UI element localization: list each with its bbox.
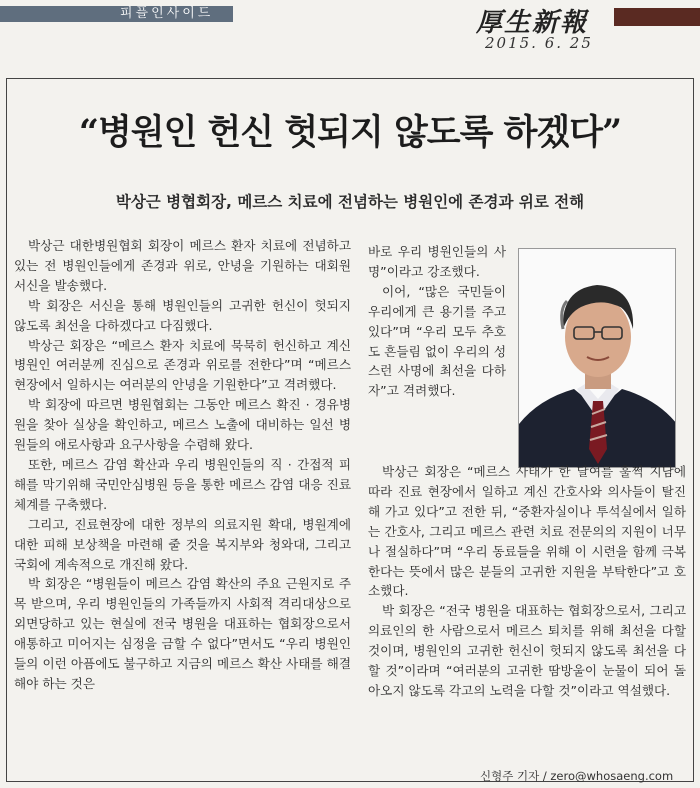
paragraph: 박상근 회장은 “메르스 환자 치료에 묵묵히 헌신하고 계신 병원인 여러분께 진심으로 존경과 위로를 전한다”며 “메르스 현장에서 일하시는 여러분의 안녕을 기원한다”고 격려했다. bbox=[14, 337, 351, 393]
newspaper-masthead: 厚生新報 bbox=[476, 8, 589, 38]
paragraph: 박 회장은 서신을 통해 병원인들의 고귀한 헌신이 헛되지 않도록 최선을 다하겠다고 다짐했다. bbox=[14, 297, 351, 333]
paragraph: 바로 우리 병원인들의 사명”이라고 강조했다. bbox=[368, 244, 506, 279]
paragraph: 이어, “많은 국민들이 우리에게 큰 용기를 주고 있다”며 “우리 모두 추호도 흔들림 없이 우리의 성스런 사명에 최선을 다하자”고 격려했다. bbox=[368, 283, 506, 399]
paragraph: 박 회장은 “전국 병원을 대표하는 협회장으로서, 그리고 의료인의 한 사람으로서 메르스 퇴치를 위해 최선을 다할 것이며, 병원인의 고귀한 헌신이 헛되지 않도록 최선을 다할 것”이라며 “여러분의 고귀한 땀방울이 눈물이 되어 돌아오지 않도록 각고의 노력을 다할 것”이라고 역설했다. bbox=[368, 603, 686, 698]
article-column-right-bottom bbox=[368, 462, 686, 701]
article-byline: 신형주 기자 / zero@whosaeng.com bbox=[480, 769, 674, 783]
paragraph: 그리고, 진료현장에 대한 정부의 의료지원 확대, 병원계에 대한 피해 보상책을 마련해 줄 것을 복지부와 청와대, 그리고 국회에 계속적으로 개진해 왔다. bbox=[14, 516, 351, 572]
paragraph: 박 회장은 “병원들이 메르스 감염 확산의 주요 근원지로 주목 받으며, 우리 병원인들의 가족들까지 사회적 격리대상으로 외면당하고 있는 현실에 전국 병원을 대표하는 협회장으로서 애통하고 미어지는 심정을 금할 수 없다”면서도 “우리 병원인들의 이런 아픔에도 불구하고 지금의 메르스 확산 사태를 해결해야 하는 것은 bbox=[14, 576, 351, 691]
paragraph: 박 회장에 따르면 병원협회는 그동안 메르스 확진 · 경유병원을 찾아 실상을 확인하고, 메르스 노출에 대비하는 일선 병원들의 애로사항과 요구사항을 수렴해 왔다. bbox=[14, 397, 351, 453]
portrait-illustration bbox=[519, 249, 676, 468]
article-headline: “병원인 헌신 헛되지 않도록 하겠다” bbox=[78, 112, 622, 153]
handwritten-date: 2015. 6. 25 bbox=[485, 34, 593, 52]
article-column-left bbox=[14, 236, 351, 694]
paragraph: 또한, 메르스 감염 확산과 우리 병원인들의 직 · 간접적 피해를 막기위해 국민안심병원 등을 통한 메르스 감염 대응 진료체계를 구축했다. bbox=[14, 456, 351, 512]
paragraph: 박상근 대한병원협회 회장이 메르스 환자 치료에 전념하고 있는 전 병원인들에게 존경과 위로, 안녕을 기원하는 대회원 서신을 발송했다. bbox=[14, 238, 351, 293]
brand-color-bar bbox=[614, 8, 700, 26]
article-column-right-top bbox=[368, 242, 506, 401]
portrait-photo bbox=[518, 248, 676, 468]
paragraph: 박상근 회장은 “메르스 사태가 한 달여를 훌쩍 지남에 따라 진료 현장에서 일하고 계신 간호사와 의사들이 탈진해 가고 있다”고 전한 뒤, “중환자실이나 투석실에서 일하는 간호사, 그리고 메르스 관련 치료 전문의의 지원이 너무나 절실하다”며 “우리 동료들을 위해 이 시련을 함께 극복한다는 뜻에서 많은 분들의 고귀한 지원을 부탁한다”고 호소했다. bbox=[368, 464, 686, 599]
page-header bbox=[0, 0, 700, 58]
section-label: 피플인사이드 bbox=[0, 6, 233, 22]
article-subheadline: 박상근 병협회장, 메르스 치료에 전념하는 병원인에 존경과 위로 전해 bbox=[115, 193, 585, 211]
